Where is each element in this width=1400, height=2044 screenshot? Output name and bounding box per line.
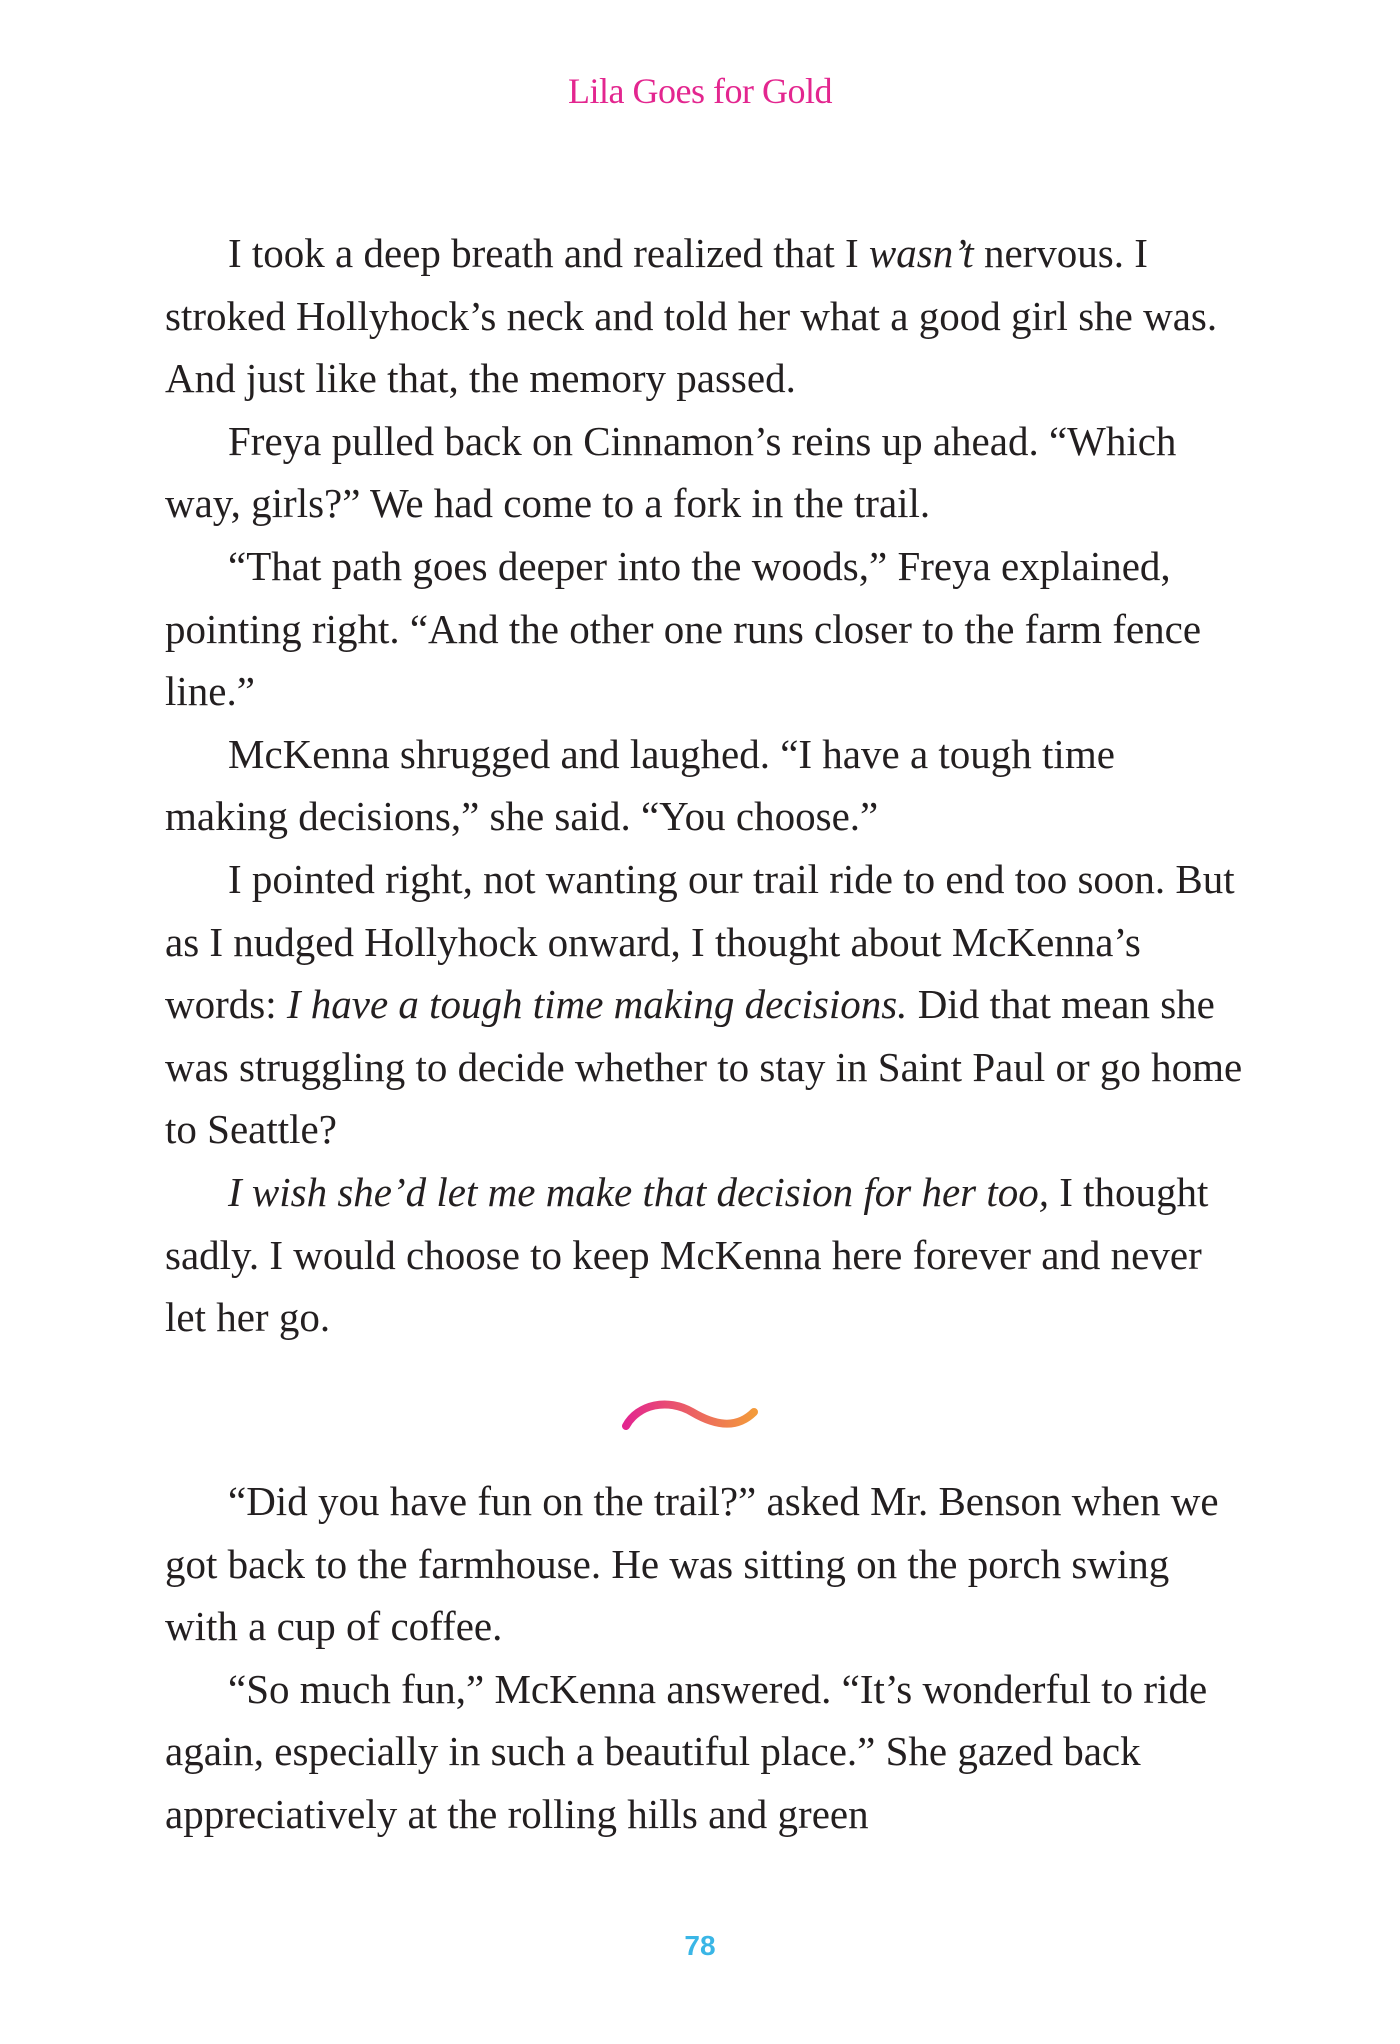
emphasis: wasn’t xyxy=(868,230,974,276)
paragraph: I pointed right, not wanting our trail ride to end too soon. But as I nudged Hollyhock onward, I thought about McKenna’s words: I have a tough time making decisions. Did that mean she was struggling to decide whether to stay in Saint Paul or go home to Seattle? xyxy=(165,855,1243,1153)
paragraph: “Did you have fun on the trail?” asked Mr. Benson when we got back to the farmhouse. He was sitting on the porch swing with a cup of coffee. xyxy=(165,1478,1219,1650)
page-number: 78 xyxy=(684,1930,716,1961)
emphasis: I have a tough time making decisions. xyxy=(286,981,908,1028)
body-text-section-two xyxy=(165,1470,1245,1846)
paragraph: I took a deep breath and realized that I wasn’t nervous. I stroked Hollyhock’s neck and told her what a good girl she was. And just like that, the memory passed. xyxy=(165,230,1218,402)
swash-divider-icon xyxy=(620,1392,760,1442)
paragraph: McKenna shrugged and laughed. “I have a tough time making decisions,” she said. “You choose.” xyxy=(165,730,1115,840)
paragraph: “That path goes deeper into the woods,” Freya explained, pointing right. “And the other one runs closer to the farm fence line.” xyxy=(165,542,1202,715)
paragraph: Freya pulled back on Cinnamon’s reins up ahead. “Which way, girls?” We had come to a fork in the trail. xyxy=(165,417,1177,527)
running-head-title: Lila Goes for Gold xyxy=(568,71,832,111)
body-text-section-one xyxy=(165,222,1245,1349)
paragraph: “So much fun,” McKenna answered. “It’s wonderful to ride again, especially in such a beautiful place.” She gazed back appreciatively at the rolling hills and green xyxy=(165,1665,1208,1837)
emphasis: I wish she’d let me make that decision for her too, xyxy=(228,1168,1050,1215)
paragraph: I wish she’d let me make that decision for her too, I thought sadly. I would choose to keep McKenna here forever and never let her go. xyxy=(165,1168,1209,1341)
